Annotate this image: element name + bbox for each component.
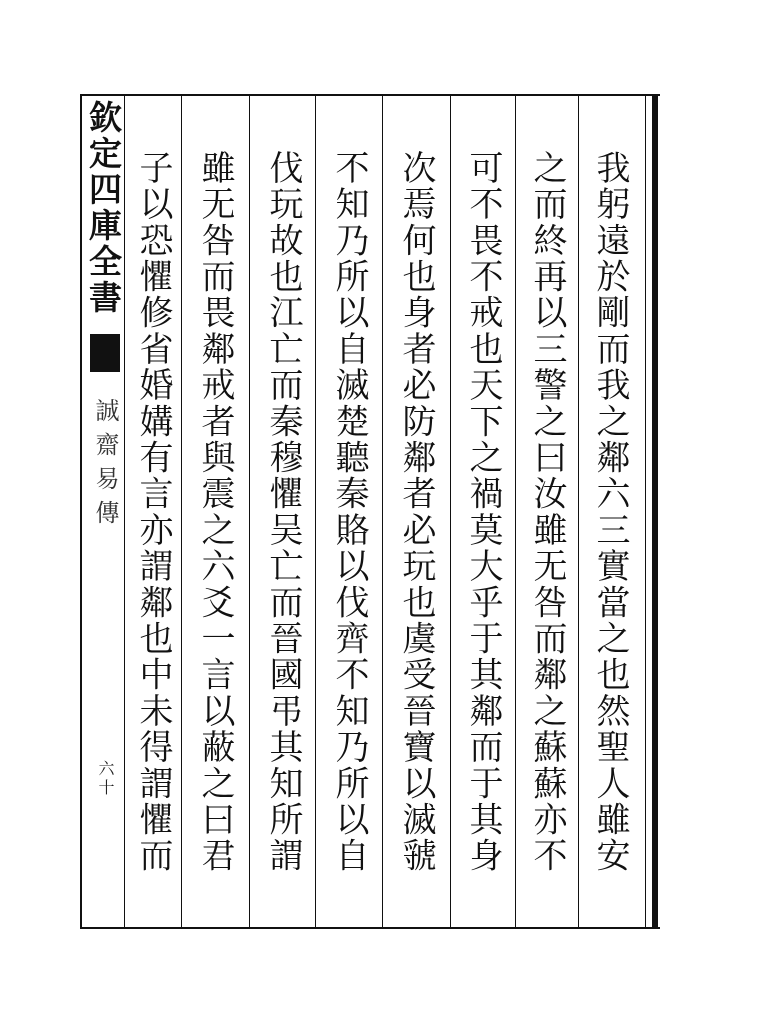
collection-title: 欽定四庫全書	[84, 100, 123, 316]
column-divider	[315, 94, 316, 929]
page-number: 六十	[96, 760, 115, 798]
column-divider	[578, 94, 579, 929]
text-column: 之而終再以三警之曰汝雖无咎而鄰之蘇蘇亦不	[527, 150, 567, 874]
text-column: 雖无咎而畏鄰戒者與震之六爻一言以蔽之曰君	[195, 150, 235, 874]
text-column: 我躬遠於剛而我之鄰六三實當之也然聖人雖安	[590, 150, 630, 874]
text-column: 子以恐懼修省婚媾有言亦謂鄰也中未得謂懼而	[133, 150, 173, 874]
frame-bottom-border	[80, 927, 660, 929]
frame-top-border	[80, 94, 660, 96]
text-column: 可不畏不戒也天下之禍莫大乎于其鄰而于其身	[463, 150, 503, 874]
column-divider	[450, 94, 451, 929]
book-title: 誠齋易傳	[91, 398, 119, 534]
column-divider	[181, 94, 182, 929]
margin-divider	[124, 94, 125, 929]
text-column: 伐玩故也江亡而秦穆懼吴亡而晉國弔其知所謂	[263, 150, 303, 874]
frame-right-inner-border	[645, 94, 646, 929]
margin-black-block	[90, 334, 120, 372]
column-divider	[249, 94, 250, 929]
text-column: 次焉何也身者必防鄰者必玩也虞受晉寶以滅虢	[396, 150, 436, 874]
frame-right-outer-border	[652, 94, 658, 929]
text-column: 不知乃所以自滅楚聽秦賂以伐齊不知乃所以自	[329, 150, 369, 874]
column-divider	[382, 94, 383, 929]
column-divider	[515, 94, 516, 929]
